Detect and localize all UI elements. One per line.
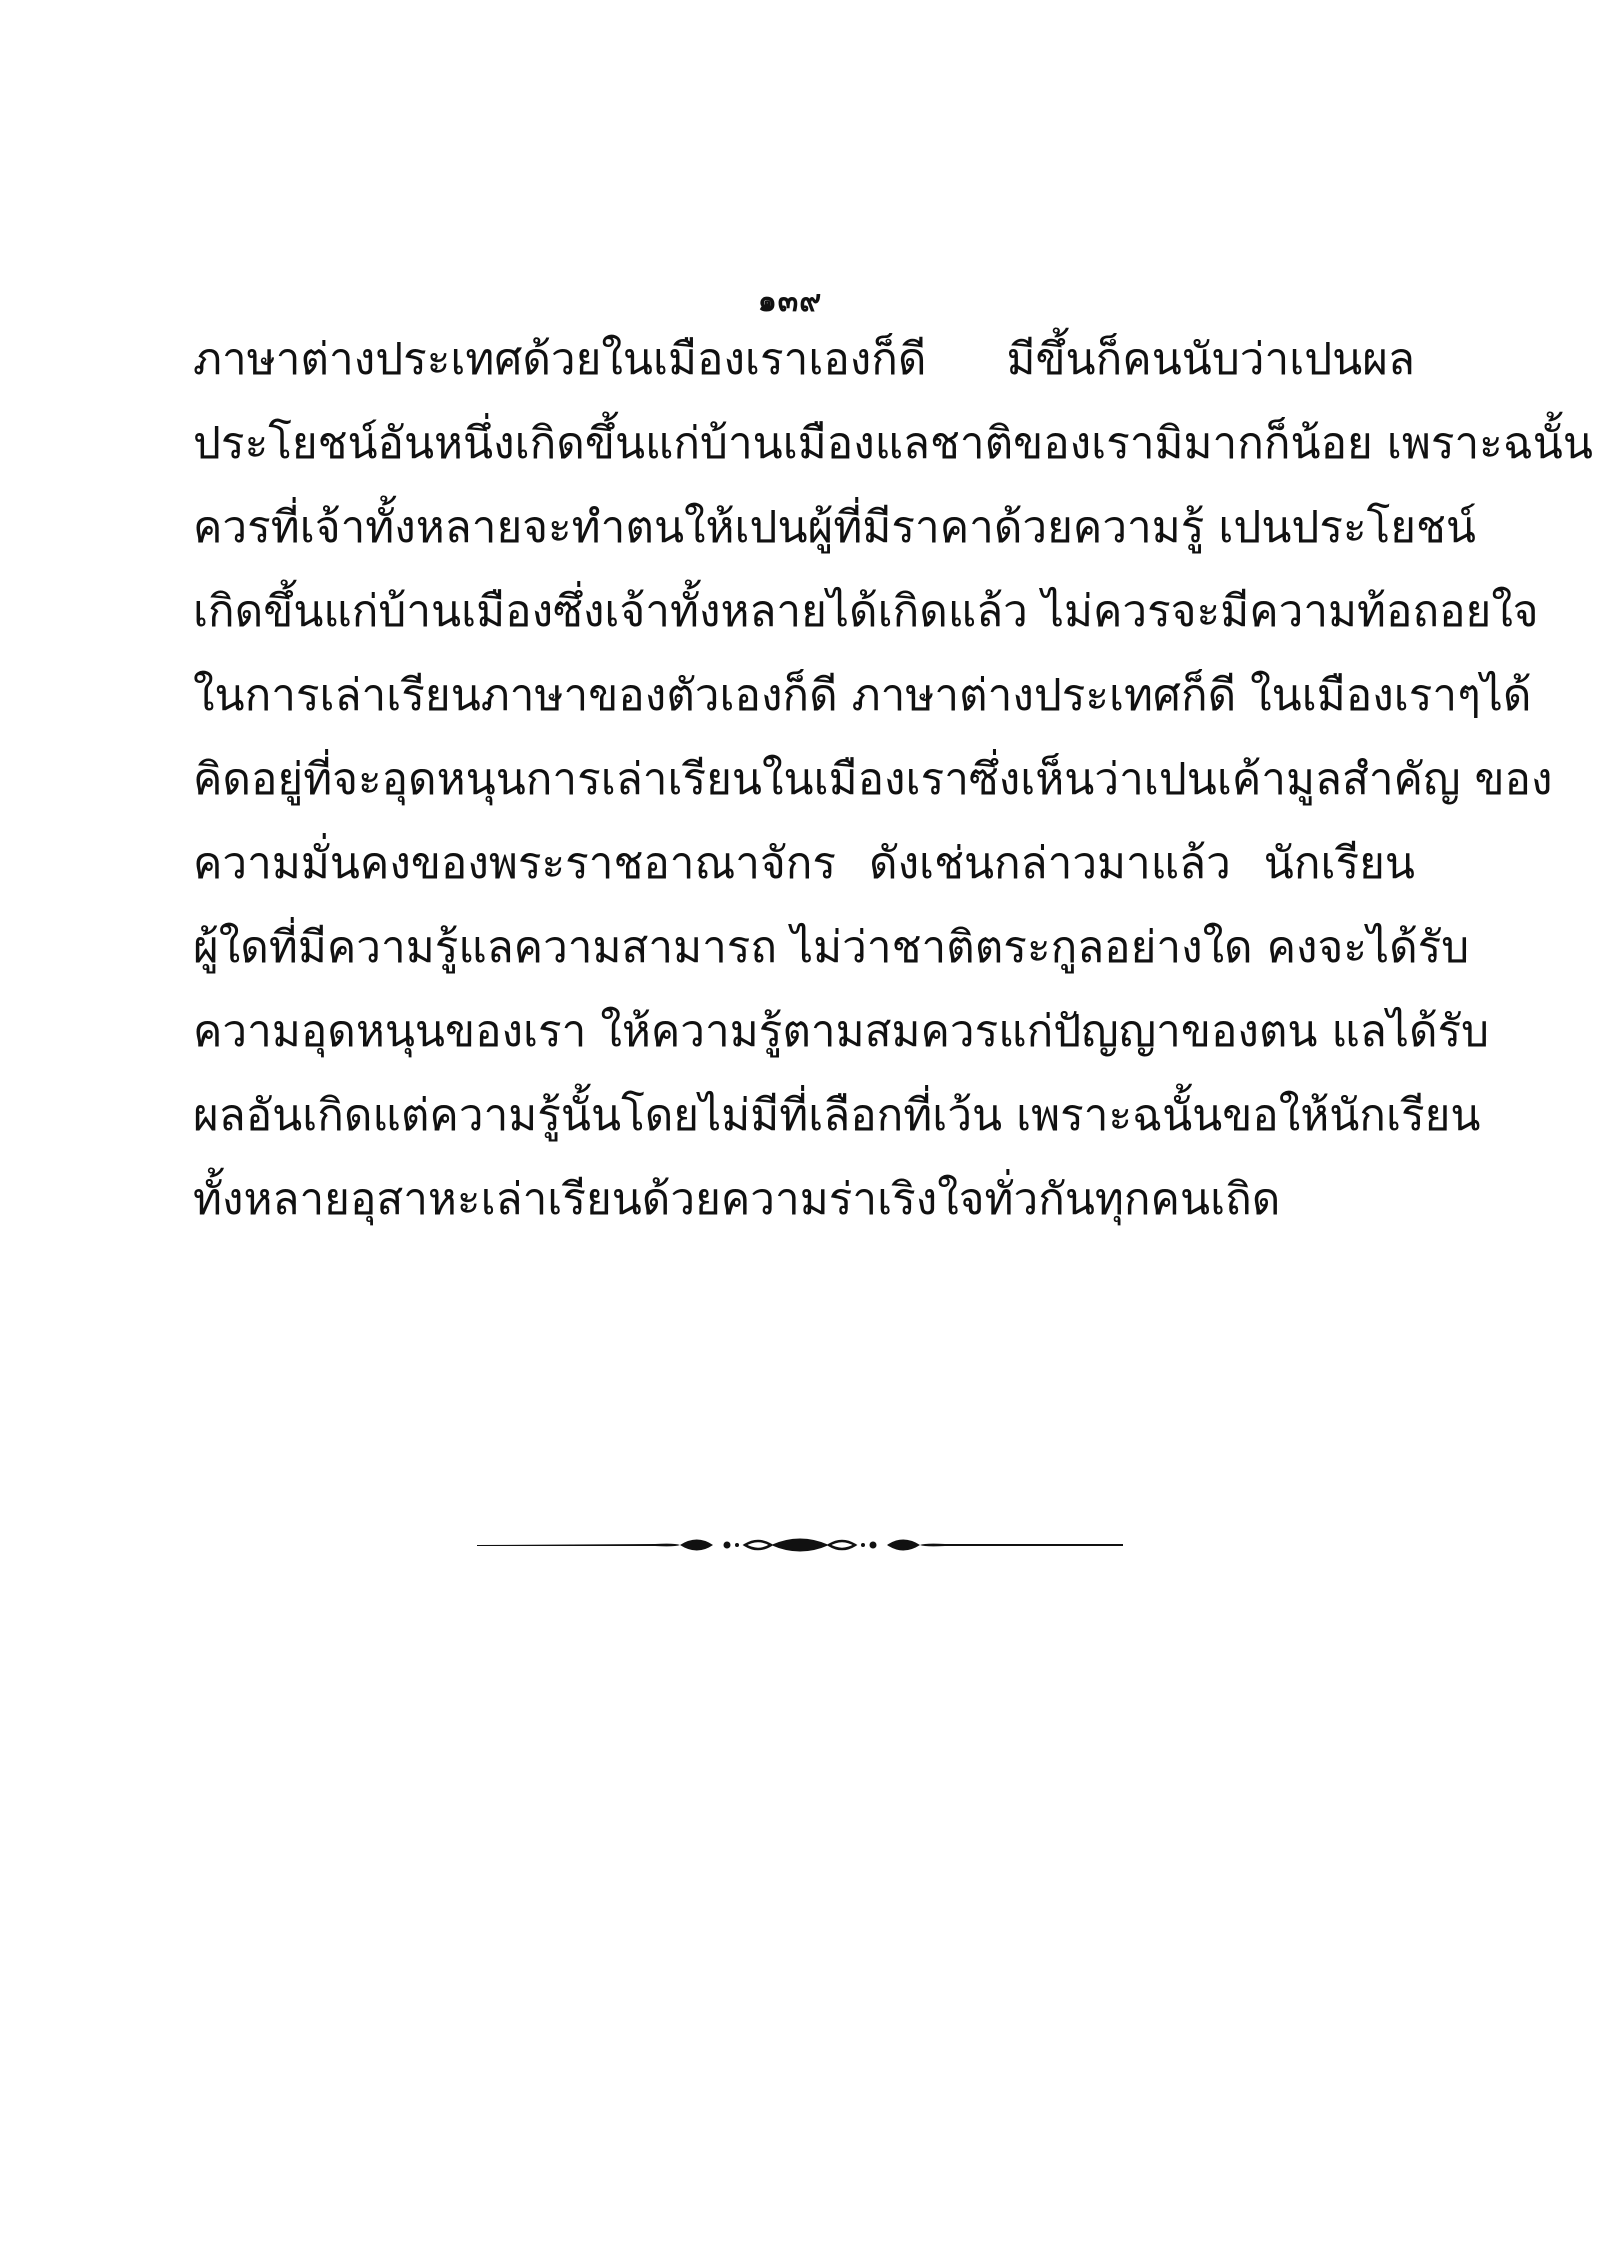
text-line: ความอุดหนุนของเรา ให้ความรู้ตามสมควรแก่ปัญญาของตน แลได้รับ (193, 1006, 1490, 1057)
page-number: ๑๓๙ (757, 284, 823, 319)
text-line: ทั้งหลายอุสาหะเล่าเรียนด้วยความร่าเริงใจทั่วกันทุกคนเถิด (193, 1174, 1281, 1225)
body-text (193, 318, 1593, 1242)
ornament-divider (475, 1530, 1125, 1560)
text-line: ในการเล่าเรียนภาษาของตัวเองก็ดี ภาษาต่างประเทศก็ดี ในเมืองเราๆได้ (193, 670, 1532, 721)
text-line: ผู้ใดที่มีความรู้แลความสามารถ ไม่ว่าชาติตระกูลอย่างใด คงจะได้รับ (193, 922, 1470, 973)
text-line: ภาษาต่างประเทศด้วยในเมืองเราเองก็ดี มีขึ้นก็คนนับว่าเปนผล (193, 334, 1415, 385)
text-line: คิดอยู่ที่จะอุดหนุนการเล่าเรียนในเมืองเราซึ่งเห็นว่าเปนเค้ามูลสำคัญ ของ (193, 754, 1553, 805)
text-line: ประโยชน์อันหนึ่งเกิดขึ้นแก่บ้านเมืองแลชาติของเรามิมากก็น้อย เพราะฉนั้น (193, 418, 1593, 469)
text-line: เกิดขึ้นแก่บ้านเมืองซึ่งเจ้าทั้งหลายได้เกิดแล้ว ไม่ควรจะมีความท้อถอยใจ (193, 586, 1539, 637)
text-line: ความมั่นคงของพระราชอาณาจักร ดังเช่นกล่าวมาแล้ว นักเรียน (193, 838, 1415, 889)
text-line: ควรที่เจ้าทั้งหลายจะทำตนให้เปนผู้ที่มีราคาด้วยความรู้ เปนประโยชน์ (193, 502, 1476, 553)
text-line: ผลอันเกิดแต่ความรู้นั้นโดยไม่มีที่เลือกที่เว้น เพราะฉนั้นขอให้นักเรียน (193, 1090, 1481, 1141)
